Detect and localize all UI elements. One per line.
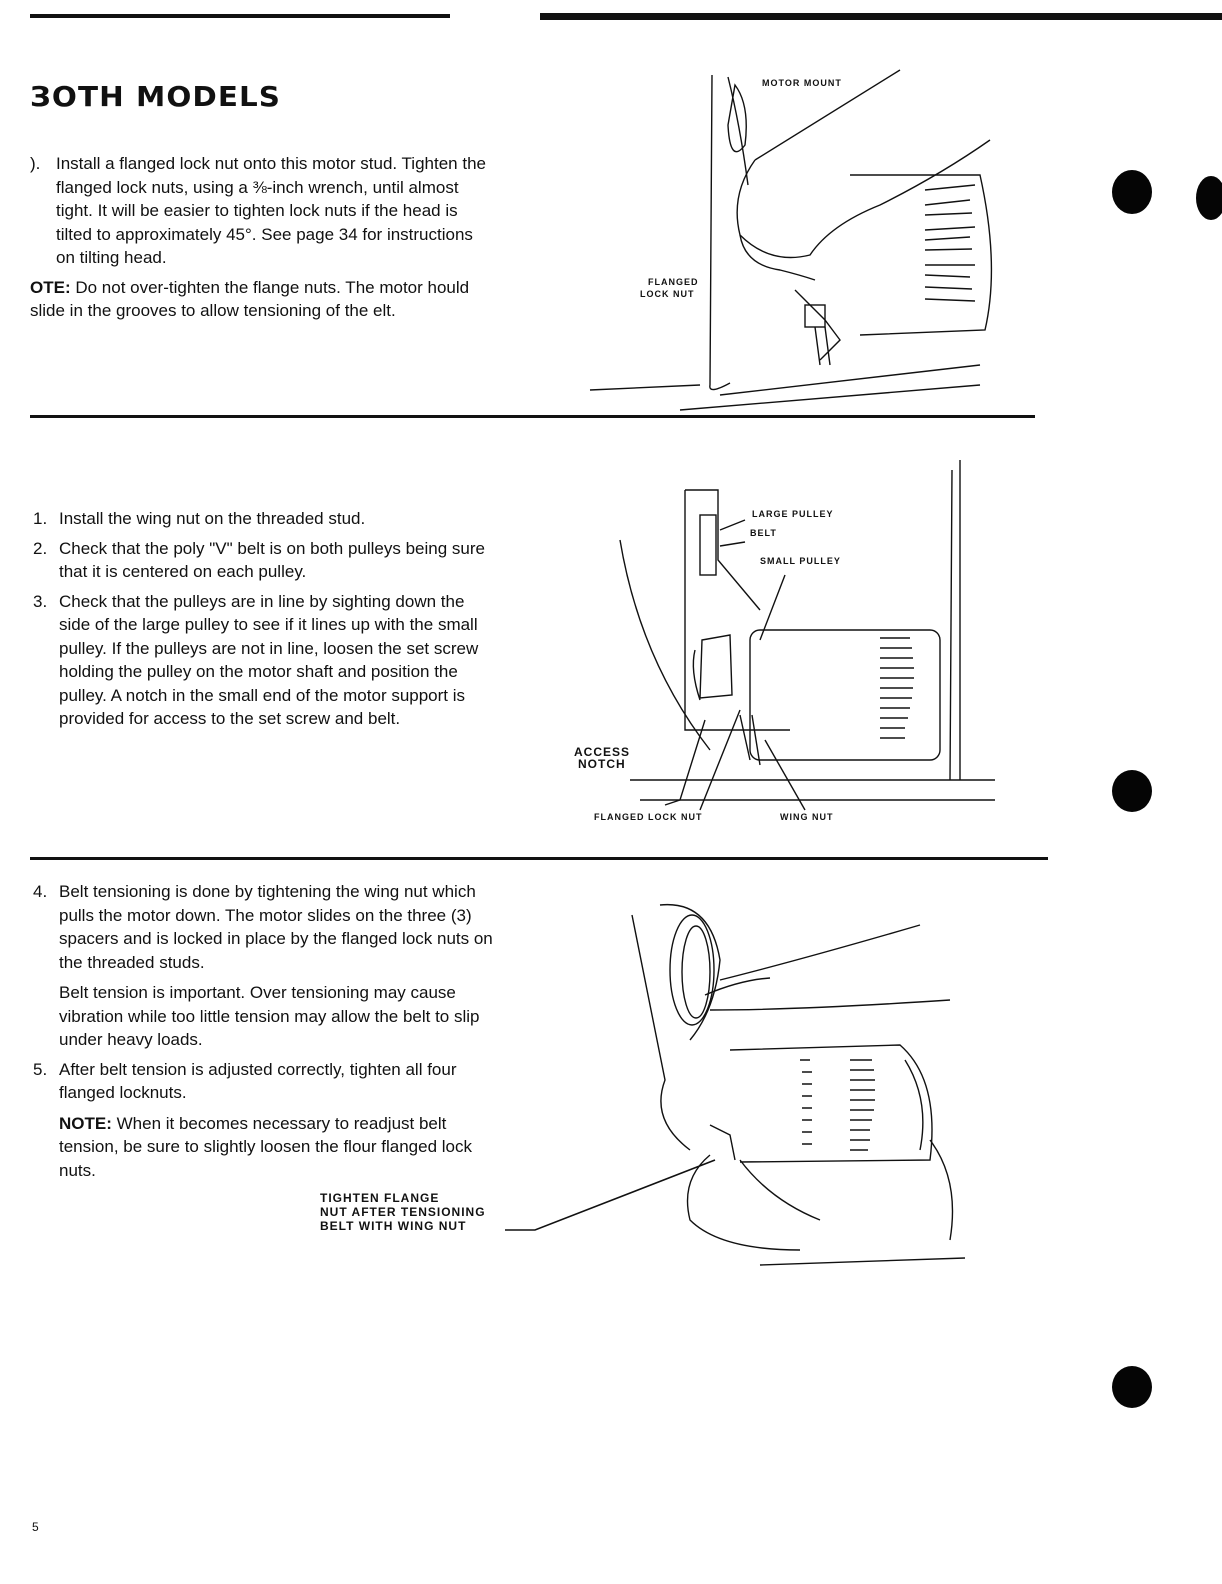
binder-hole (1196, 176, 1222, 220)
label-tighten-3: BELT WITH WING NUT (320, 1219, 467, 1233)
top-rule-right (540, 13, 1222, 20)
note (59, 1112, 499, 1183)
label-access: ACCESS (574, 745, 631, 759)
section2-text (33, 507, 495, 737)
item-number: 2. (33, 538, 48, 558)
item-text: After belt tension is adjusted correctly, tighten all four flanged locknuts. (59, 1059, 457, 1102)
note-text: When it becomes necessary to readjust belt tension, be sure to slightly loosen the flour flanged lock nuts. (59, 1113, 472, 1180)
top-rule-left (30, 14, 450, 18)
page-heading: ЗОТН MODELS (30, 80, 281, 113)
list-item (33, 507, 495, 531)
binder-hole (1112, 1366, 1152, 1408)
list-item (33, 537, 495, 584)
item-paragraph: Belt tension is important. Over tensioning may cause vibration while too little tension may allow the belt to slip under heavy loads. (59, 983, 480, 1049)
label-belt: BELT (750, 528, 777, 538)
list-item (33, 590, 495, 731)
item-number: 3. (33, 591, 48, 611)
label-lock-nut-1: LOCK NUT (640, 289, 695, 299)
list-item (33, 880, 499, 1052)
item-text: Check that the poly "V" belt is on both pulleys being sure that it is centered on each pulley. (59, 538, 485, 581)
item-text: Belt tensioning is done by tightening the wing nut which pulls the motor down. The motor slides on the three (3) spacers and is locked in place by the flanged lock nuts on the threaded studs. (59, 882, 493, 972)
note-label: OTE: (30, 277, 71, 297)
section-rule-1 (30, 415, 1035, 418)
item-text: Install a flanged lock nut onto this motor stud. Tighten the flanged lock nuts, using a ⅜-inch wrench, until almost tight. It will be easier to tighten lock nuts if the head is tilted to approximately 45°. See page 34 for instructions on tilting head. (56, 154, 486, 267)
label-tighten-1: TIGHTEN FLANGE (320, 1191, 440, 1205)
label-motor-mount: MOTOR MOUNT (762, 78, 842, 88)
label-flanged-1: FLANGED (648, 277, 699, 287)
item-number: 1. (33, 509, 48, 528)
label-wing-nut: WING NUT (780, 812, 834, 822)
label-small-pulley: SMALL PULLEY (760, 556, 841, 566)
page-number: 5 (32, 1520, 39, 1534)
note-label: NOTE: (59, 1113, 112, 1133)
label-tighten-2: NUT AFTER TENSIONING (320, 1205, 486, 1219)
section1-text (30, 152, 490, 323)
note-text: Do not over-tighten the flange nuts. The motor hould slide in the grooves to allow tensioning of the elt. (30, 277, 470, 320)
note (30, 276, 490, 323)
label-large-pulley: LARGE PULLEY (752, 509, 834, 519)
list-item (33, 1058, 499, 1183)
item-text: Check that the pulleys are in line by sighting down the side of the large pulley to see if it lines up with the small pulley. If the pulleys are not in line, loosen the set screw holding the pulley on the motor shaft and position the pulley. A notch in the small end of the motor support is provided for access to the set screw and belt. (59, 591, 479, 728)
motor-mount-figure (580, 65, 1010, 415)
section-rule-2 (30, 857, 1048, 860)
section3-text (33, 880, 499, 1188)
label-notch: NOTCH (578, 757, 626, 771)
item-number: 5. (33, 1059, 48, 1079)
binder-hole (1112, 770, 1152, 812)
item-text: Install the wing nut on the threaded stud. (59, 509, 366, 528)
list-item (30, 152, 490, 270)
item-number: ). (30, 154, 41, 173)
label-flanged-lock-nut-2: FLANGED LOCK NUT (594, 812, 703, 822)
item-number: 4. (33, 882, 48, 901)
tighten-leader-line (500, 1140, 740, 1240)
binder-hole (1112, 170, 1152, 214)
